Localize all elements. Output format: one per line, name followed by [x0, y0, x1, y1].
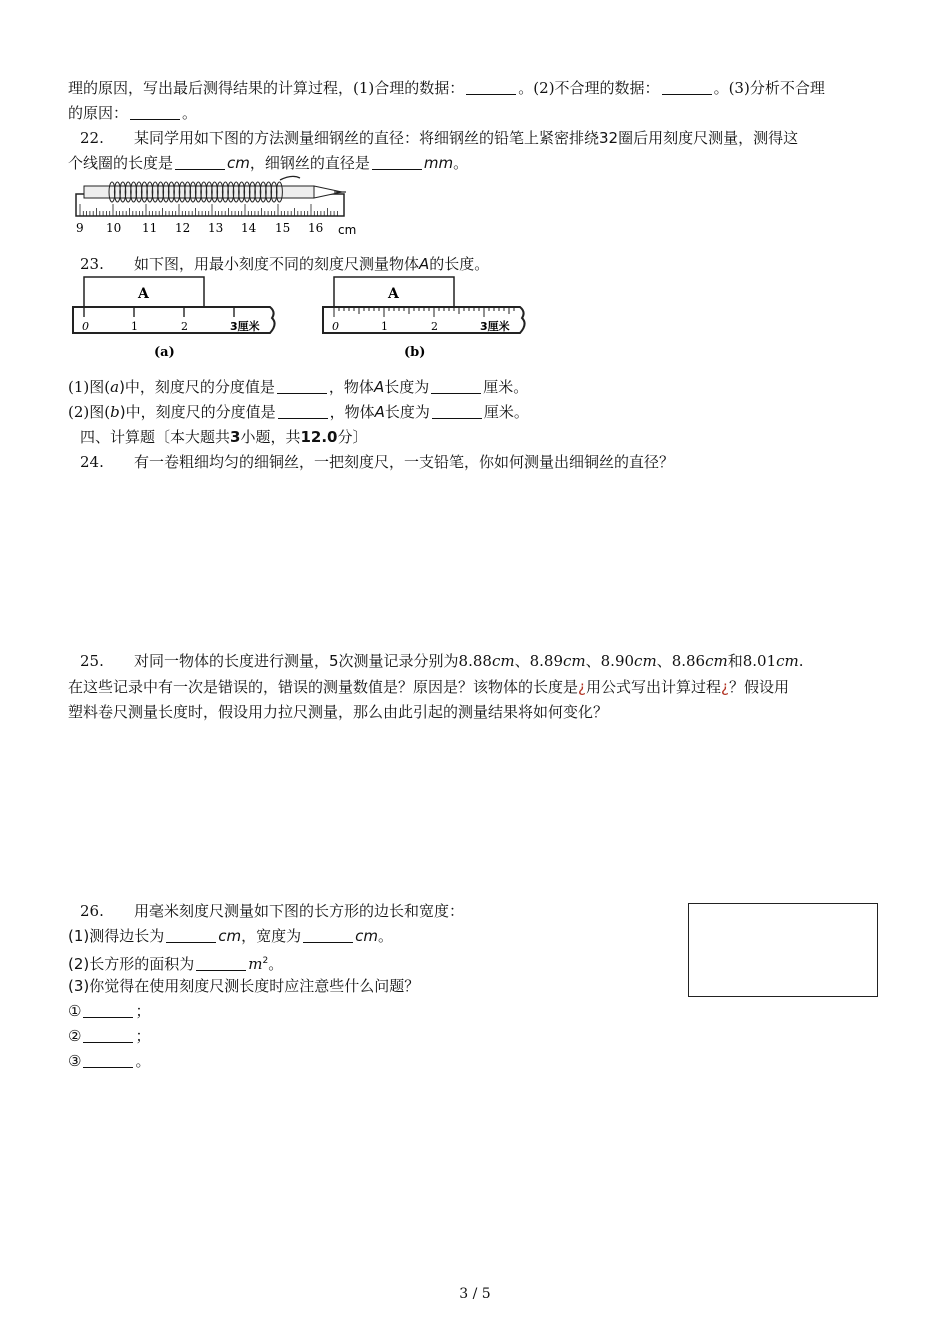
q24-line: 24. 有一卷粗细均匀的细铜丝，一把刻度尺，一支铅笔，你如何测量出细铜丝的直径？: [80, 453, 675, 471]
q25-line1: 25. 对同一物体的长度进行测量，5次测量记录分别为8.88cm、8.89cm、8.90cm、8.86cm和8.01cm.: [80, 652, 804, 670]
page-number: 3 / 5: [459, 1286, 491, 1302]
ruler-label: 10: [106, 221, 122, 235]
answer-blank[interactable]: [372, 155, 422, 170]
q21-line2: 的原因： 。: [68, 104, 198, 122]
question-number: 24.: [80, 453, 104, 471]
answer-blank[interactable]: [277, 379, 327, 394]
ruler-label: 9: [76, 221, 84, 235]
q26-choice-3: ③ 。: [68, 1052, 151, 1070]
answer-blank[interactable]: [83, 1003, 133, 1018]
answer-blank[interactable]: [303, 928, 353, 943]
q25-line2: 在这些记录中有一次是错误的，错误的测量数值是？原因是？该物体的长度是¿用公式写出计算过程¿？假设用: [68, 678, 789, 696]
ruler-b-label: 0: [332, 320, 339, 333]
svg-text:A: A: [388, 286, 399, 302]
answer-blank[interactable]: [166, 928, 216, 943]
q23-line1: 23. 如下图，用最小刻度不同的刻度尺测量物体A的长度。: [80, 255, 490, 273]
answer-blank[interactable]: [175, 155, 225, 170]
ruler-a-label: 2: [181, 320, 188, 333]
answer-blank[interactable]: [83, 1053, 133, 1068]
ruler-a-label: 0: [82, 320, 89, 333]
q22-line2: 个线圈的长度是 cm，细钢丝的直径是 mm。: [68, 154, 469, 172]
answer-blank[interactable]: [432, 404, 482, 419]
q26-sub3: (3)你觉得在使用刻度尺测长度时应注意些什么问题？: [68, 977, 420, 995]
ruler-b-label: 1: [381, 320, 388, 333]
ruler-unit: cm: [338, 223, 357, 237]
q22-line1: 22. 某同学用如下图的方法测量细钢丝的直径：将细钢丝的铅笔上紧密排绕32圈后用刻度尺测量，测得这: [80, 129, 799, 147]
ruler-b-label: 2: [431, 320, 438, 333]
caption-b: (b): [404, 345, 426, 360]
ruler-label: 11: [142, 221, 158, 235]
question-number: 26.: [80, 902, 104, 920]
ruler-figure-b: [320, 276, 534, 364]
answer-blank[interactable]: [466, 80, 516, 95]
ruler-figure-a: [70, 276, 284, 364]
ruler-label: 13: [208, 221, 224, 235]
q26-choice-1: ① ；: [68, 1002, 151, 1020]
answer-blank[interactable]: [431, 379, 481, 394]
answer-blank[interactable]: [130, 105, 180, 120]
section-heading: 四、计算题〔本大题共3小题，共12.0分〕: [80, 428, 368, 446]
ruler-b-label: 3厘米: [480, 320, 510, 333]
answer-blank[interactable]: [196, 956, 246, 971]
answer-blank[interactable]: [278, 404, 328, 419]
question-number: 25.: [80, 652, 104, 670]
pencil-body: [84, 186, 314, 198]
ruler-a-label: 3厘米: [230, 320, 260, 333]
q23-sub2: (2)图(b)中，刻度尺的分度值是 ，物体A长度为 厘米。: [68, 403, 529, 421]
rectangle-figure: [688, 903, 878, 997]
ruler-label: 16: [308, 221, 324, 235]
answer-blank[interactable]: [662, 80, 712, 95]
q26-line1: 26. 用毫米刻度尺测量如下图的长方形的边长和宽度：: [80, 902, 465, 920]
ruler-label: 12: [175, 221, 191, 235]
svg-text:A: A: [138, 286, 149, 302]
question-number: 22.: [80, 129, 104, 147]
answer-blank[interactable]: [83, 1028, 133, 1043]
q23-sub1: (1)图(a)中，刻度尺的分度值是 ，物体A长度为 厘米。: [68, 378, 529, 396]
ruler-a-label: 1: [131, 320, 138, 333]
ruler-label: 15: [275, 221, 291, 235]
q21-line1: 理的原因，写出最后测得结果的计算过程，(1)合理的数据： 。(2)不合理的数据： 。(3)分析不合理: [68, 79, 825, 97]
q26-sub1: (1)测得边长为 cm，宽度为 cm。: [68, 927, 393, 945]
q26-choice-2: ② ；: [68, 1027, 151, 1045]
ruler-label: 14: [241, 221, 257, 235]
caption-a: (a): [154, 345, 175, 360]
q25-line3: 塑料卷尺测量长度时，假设用力拉尺测量，那么由此引起的测量结果将如何变化？: [68, 703, 609, 721]
question-number: 23.: [80, 255, 104, 273]
q26-sub2: (2)长方形的面积为 $m^2$。: [68, 955, 284, 973]
coil-ruler-figure: [70, 172, 370, 240]
